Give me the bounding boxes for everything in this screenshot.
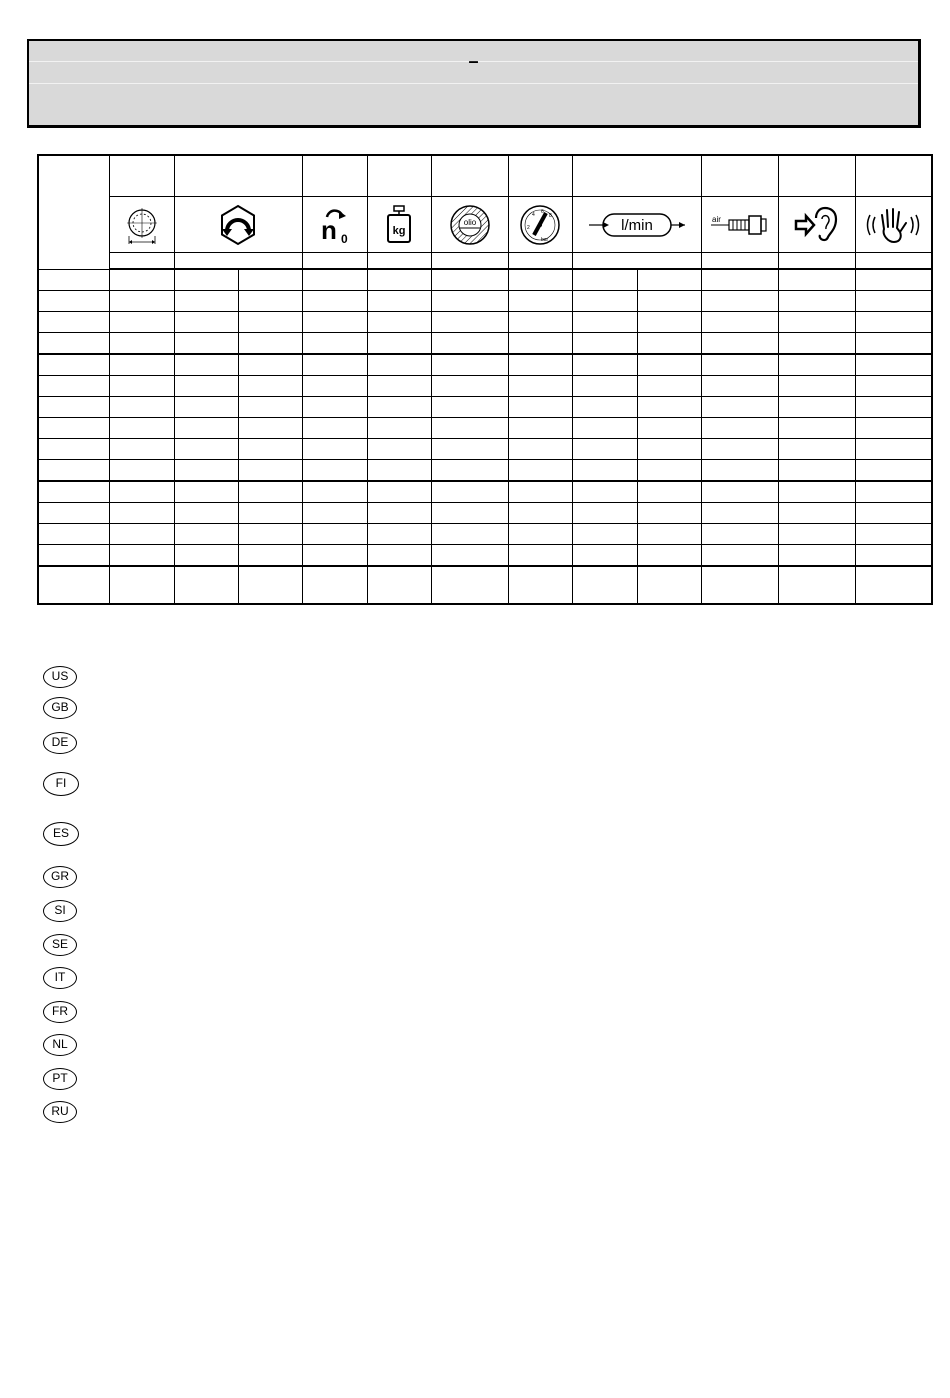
unit-cell <box>701 253 778 270</box>
table-cell <box>508 545 572 567</box>
svg-text:2: 2 <box>527 224 530 231</box>
table-cell <box>778 269 855 291</box>
language-badge-ru: RU <box>43 1101 77 1123</box>
table-cell <box>637 566 701 604</box>
table-cell <box>109 545 174 567</box>
table-row <box>38 312 932 333</box>
table-cell <box>572 439 637 460</box>
table-row <box>38 291 932 312</box>
table-cell <box>109 418 174 439</box>
table-cell <box>174 376 238 397</box>
table-cell <box>855 524 932 545</box>
vibration-icon <box>862 205 924 245</box>
table-cell <box>637 291 701 312</box>
table-row <box>38 376 932 397</box>
table-cell <box>367 524 431 545</box>
table-cell <box>778 524 855 545</box>
table-cell <box>174 503 238 524</box>
table-cell <box>302 460 367 482</box>
table-row <box>38 354 932 376</box>
svg-text:bar: bar <box>541 236 549 243</box>
table-cell <box>701 291 778 312</box>
language-badge-list <box>43 666 83 1136</box>
table-row <box>38 524 932 545</box>
table-cell <box>238 312 302 333</box>
table-cell <box>302 418 367 439</box>
table-cell <box>855 566 932 604</box>
table-cell <box>637 333 701 355</box>
table-cell <box>701 354 778 376</box>
header-cell <box>367 155 431 197</box>
table-cell <box>508 503 572 524</box>
table-cell <box>637 354 701 376</box>
table-cell <box>508 418 572 439</box>
table-cell <box>109 397 174 418</box>
table-cell <box>238 397 302 418</box>
table-cell <box>855 460 932 482</box>
svg-text:olio: olio <box>463 217 476 227</box>
icon-cell <box>855 197 932 253</box>
table-cell <box>174 333 238 355</box>
icon-cell <box>431 197 508 253</box>
table-cell <box>174 566 238 604</box>
table-cell <box>572 524 637 545</box>
table-cell <box>238 524 302 545</box>
table-cell <box>367 376 431 397</box>
table-cell <box>38 269 109 291</box>
icon-cell <box>109 197 174 253</box>
table-cell <box>431 269 508 291</box>
model-header-cell <box>38 155 109 269</box>
table-cell <box>701 269 778 291</box>
table-cell <box>109 503 174 524</box>
table-cell <box>238 503 302 524</box>
table-cell <box>367 566 431 604</box>
table-cell <box>367 312 431 333</box>
table-cell <box>238 418 302 439</box>
table-cell <box>778 291 855 312</box>
table-cell <box>302 566 367 604</box>
table-cell <box>855 333 932 355</box>
table-cell <box>572 397 637 418</box>
language-badge-gb: GB <box>43 697 77 719</box>
icon-cell <box>701 197 778 253</box>
table-cell <box>778 460 855 482</box>
icon-cell <box>572 197 701 253</box>
table-cell <box>302 333 367 355</box>
table-row <box>38 566 932 604</box>
table-row <box>38 545 932 567</box>
unit-cell <box>572 253 701 270</box>
header-cell <box>109 155 174 197</box>
title-band <box>27 39 921 128</box>
table-cell <box>109 566 174 604</box>
table-cell <box>701 460 778 482</box>
table-cell <box>367 291 431 312</box>
table-cell <box>302 312 367 333</box>
header-cell <box>302 155 367 197</box>
table-cell <box>508 291 572 312</box>
table-cell <box>367 397 431 418</box>
table-cell <box>238 439 302 460</box>
table-cell <box>302 524 367 545</box>
table-cell <box>367 503 431 524</box>
language-badge-pt: PT <box>43 1068 77 1090</box>
svg-text:l/min: l/min <box>620 216 653 234</box>
language-badge-fr: FR <box>43 1001 77 1023</box>
table-cell <box>778 503 855 524</box>
table-cell <box>109 291 174 312</box>
svg-text:air: air <box>711 214 721 224</box>
table-cell <box>572 545 637 567</box>
table-cell <box>302 545 367 567</box>
table-cell <box>302 376 367 397</box>
table-cell <box>238 269 302 291</box>
table-cell <box>38 460 109 482</box>
table-cell <box>302 291 367 312</box>
table-cell <box>637 418 701 439</box>
table-cell <box>109 524 174 545</box>
table-cell <box>109 439 174 460</box>
table-cell <box>367 269 431 291</box>
table-cell <box>38 291 109 312</box>
unit-cell <box>302 253 367 270</box>
table-cell <box>508 312 572 333</box>
table-cell <box>174 524 238 545</box>
table-cell <box>431 376 508 397</box>
table-cell <box>238 460 302 482</box>
table-cell <box>431 439 508 460</box>
language-badge-gr: GR <box>43 866 77 888</box>
table-cell <box>38 418 109 439</box>
table-cell <box>637 397 701 418</box>
table-cell <box>855 312 932 333</box>
language-badge-se: SE <box>43 934 77 956</box>
table-cell <box>701 333 778 355</box>
table-cell <box>572 333 637 355</box>
language-badge-us: US <box>43 666 77 688</box>
table-cell <box>38 397 109 418</box>
table-cell <box>174 291 238 312</box>
table-cell <box>431 291 508 312</box>
table-cell <box>238 333 302 355</box>
table-cell <box>508 333 572 355</box>
table-cell <box>109 312 174 333</box>
svg-text:4: 4 <box>532 211 535 218</box>
language-badge-fi: FI <box>43 772 79 796</box>
table-row <box>38 269 932 291</box>
table-cell <box>572 566 637 604</box>
table-cell <box>778 481 855 503</box>
table-cell <box>367 418 431 439</box>
table-cell <box>367 545 431 567</box>
table-cell <box>431 397 508 418</box>
table-cell <box>174 354 238 376</box>
language-badge-it: IT <box>43 967 77 989</box>
table-cell <box>431 460 508 482</box>
table-cell <box>701 481 778 503</box>
table-cell <box>174 312 238 333</box>
table-cell <box>637 269 701 291</box>
header-cell <box>572 155 701 197</box>
table-cell <box>701 566 778 604</box>
table-cell <box>238 481 302 503</box>
table-cell <box>109 376 174 397</box>
table-cell <box>778 312 855 333</box>
free-speed-icon <box>313 203 357 247</box>
table-cell <box>174 481 238 503</box>
table-cell <box>701 418 778 439</box>
table-row <box>38 397 932 418</box>
table-cell <box>238 545 302 567</box>
table-cell <box>302 503 367 524</box>
table-cell <box>572 269 637 291</box>
unit-cell <box>109 253 174 270</box>
air-inlet-icon <box>709 210 771 240</box>
table-cell <box>778 439 855 460</box>
table-cell <box>508 481 572 503</box>
bolt-diameter-icon <box>120 203 164 247</box>
oil-lubrication-icon <box>448 203 492 247</box>
table-cell <box>572 291 637 312</box>
table-cell <box>367 333 431 355</box>
table-cell <box>238 354 302 376</box>
table-cell <box>701 524 778 545</box>
table-cell <box>174 418 238 439</box>
unit-cell <box>855 253 932 270</box>
table-cell <box>302 354 367 376</box>
table-cell <box>572 481 637 503</box>
table-cell <box>637 545 701 567</box>
torque-icon <box>216 203 260 247</box>
table-cell <box>38 524 109 545</box>
air-consumption-icon <box>587 210 687 240</box>
table-cell <box>778 566 855 604</box>
spec-table-body <box>38 269 932 604</box>
table-cell <box>238 566 302 604</box>
table-cell <box>302 269 367 291</box>
table-row <box>38 333 932 355</box>
table-cell <box>778 418 855 439</box>
language-badge-es: ES <box>43 822 79 846</box>
icon-cell <box>174 197 302 253</box>
table-cell <box>38 376 109 397</box>
table-cell <box>855 354 932 376</box>
pressure-gauge-icon <box>518 203 562 247</box>
table-cell <box>855 376 932 397</box>
table-cell <box>109 269 174 291</box>
table-cell <box>431 545 508 567</box>
table-cell <box>38 545 109 567</box>
table-cell <box>637 524 701 545</box>
table-cell <box>431 481 508 503</box>
weight-icon <box>377 203 421 247</box>
table-cell <box>38 312 109 333</box>
header-cell <box>508 155 572 197</box>
table-cell <box>778 545 855 567</box>
table-cell <box>109 460 174 482</box>
table-row <box>38 418 932 439</box>
icon-cell <box>778 197 855 253</box>
table-cell <box>109 333 174 355</box>
table-cell <box>778 354 855 376</box>
unit-cell <box>431 253 508 270</box>
icon-cell <box>508 197 572 253</box>
table-cell <box>431 354 508 376</box>
table-cell <box>38 481 109 503</box>
table-cell <box>508 439 572 460</box>
spec-table <box>37 154 933 605</box>
table-cell <box>367 439 431 460</box>
table-cell <box>38 333 109 355</box>
table-cell <box>174 460 238 482</box>
icon-cell <box>367 197 431 253</box>
table-cell <box>508 354 572 376</box>
unit-cell <box>174 253 302 270</box>
table-cell <box>302 439 367 460</box>
table-cell <box>701 397 778 418</box>
table-cell <box>855 481 932 503</box>
table-cell <box>508 397 572 418</box>
table-cell <box>701 503 778 524</box>
svg-text:0: 0 <box>340 231 348 246</box>
header-cell <box>778 155 855 197</box>
table-cell <box>38 503 109 524</box>
table-cell <box>431 312 508 333</box>
table-cell <box>855 545 932 567</box>
table-cell <box>367 460 431 482</box>
table-cell <box>855 397 932 418</box>
table-row <box>38 439 932 460</box>
table-cell <box>508 376 572 397</box>
table-cell <box>367 354 431 376</box>
table-cell <box>637 312 701 333</box>
table-cell <box>572 376 637 397</box>
table-cell <box>174 439 238 460</box>
table-cell <box>508 460 572 482</box>
table-cell <box>778 333 855 355</box>
table-cell <box>431 333 508 355</box>
table-cell <box>572 503 637 524</box>
icon-cell <box>302 197 367 253</box>
table-cell <box>701 376 778 397</box>
table-cell <box>238 291 302 312</box>
header-cell <box>855 155 932 197</box>
table-cell <box>701 312 778 333</box>
table-cell <box>238 376 302 397</box>
table-cell <box>637 376 701 397</box>
table-cell <box>637 503 701 524</box>
table-cell <box>508 566 572 604</box>
table-cell <box>174 397 238 418</box>
language-badge-si: SI <box>43 900 77 922</box>
table-cell <box>508 269 572 291</box>
title-dash: – <box>468 51 479 71</box>
table-cell <box>778 397 855 418</box>
table-cell <box>109 354 174 376</box>
noise-level-icon <box>792 205 842 245</box>
table-cell <box>572 312 637 333</box>
svg-text:8: 8 <box>549 212 552 219</box>
header-cell <box>431 155 508 197</box>
table-cell <box>701 439 778 460</box>
table-cell <box>367 481 431 503</box>
language-badge-de: DE <box>43 732 77 754</box>
table-row <box>38 481 932 503</box>
table-cell <box>38 354 109 376</box>
table-cell <box>855 418 932 439</box>
unit-cell <box>508 253 572 270</box>
table-row <box>38 460 932 482</box>
table-cell <box>855 269 932 291</box>
table-cell <box>637 460 701 482</box>
svg-text:kg: kg <box>392 224 406 237</box>
table-cell <box>855 439 932 460</box>
header-cell <box>174 155 302 197</box>
table-cell <box>637 439 701 460</box>
table-cell <box>572 460 637 482</box>
table-cell <box>174 269 238 291</box>
table-cell <box>572 418 637 439</box>
table-cell <box>431 566 508 604</box>
table-cell <box>302 397 367 418</box>
table-cell <box>431 503 508 524</box>
table-cell <box>572 354 637 376</box>
table-cell <box>431 418 508 439</box>
table-cell <box>431 524 508 545</box>
table-cell <box>174 545 238 567</box>
unit-cell <box>778 253 855 270</box>
table-cell <box>701 545 778 567</box>
table-cell <box>109 481 174 503</box>
table-cell <box>855 291 932 312</box>
table-cell <box>855 503 932 524</box>
table-cell <box>302 481 367 503</box>
table-cell <box>778 376 855 397</box>
table-cell <box>637 481 701 503</box>
svg-text:6: 6 <box>541 208 544 215</box>
unit-cell <box>367 253 431 270</box>
table-cell <box>38 439 109 460</box>
table-cell <box>508 524 572 545</box>
language-badge-nl: NL <box>43 1034 77 1056</box>
table-cell <box>38 566 109 604</box>
header-cell <box>701 155 778 197</box>
svg-text:n: n <box>320 214 337 245</box>
table-row <box>38 503 932 524</box>
